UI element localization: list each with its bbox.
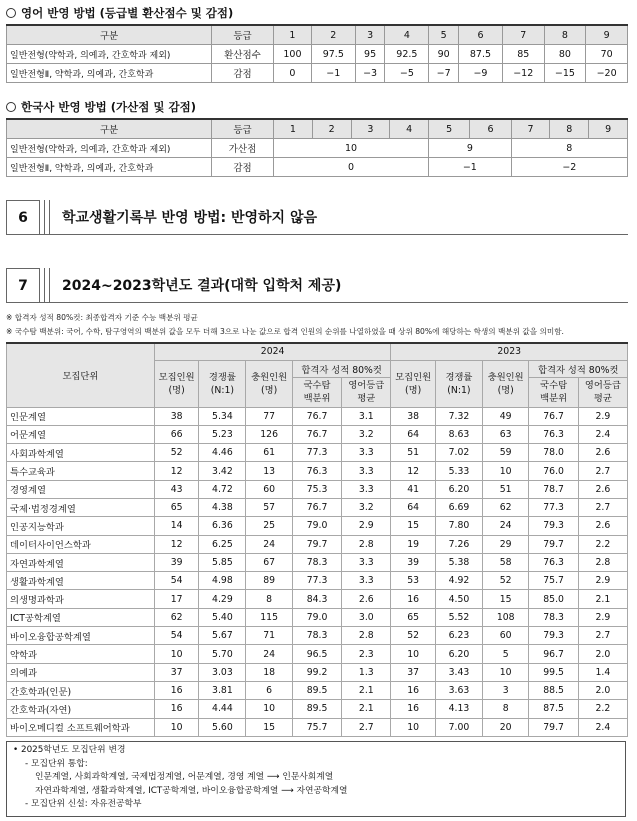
value-cell: 4.44 — [199, 700, 246, 718]
unit-name-cell: 사회과학계열 — [7, 444, 155, 462]
notice-line: • 2025학년도 모집단위 변경 — [13, 745, 126, 755]
value-cell: 6 — [246, 681, 293, 699]
table-row — [7, 444, 628, 462]
value-cell: 7.32 — [435, 407, 482, 425]
value-cell: 76.7 — [292, 407, 341, 425]
unit-header: 모집단위 — [7, 343, 155, 407]
value-cell: 51 — [391, 444, 436, 462]
value-cell: 3.3 — [342, 553, 391, 571]
notice-line: - 모집단위 신설: 자유전공학부 — [25, 799, 142, 809]
value-cell: 2.1 — [578, 590, 627, 608]
value-cell: 51 — [482, 480, 529, 498]
value-cell: 2.7 — [578, 462, 627, 480]
value-cell: 2.9 — [342, 517, 391, 535]
value-cell: 12 — [391, 462, 436, 480]
value-cell: 77.3 — [292, 572, 341, 590]
value-cell: 2.0 — [578, 681, 627, 699]
value-cell: 2.7 — [342, 718, 391, 736]
value-cell: 14 — [154, 517, 199, 535]
value-cell: 6.69 — [435, 498, 482, 516]
english-conversion-table: 구분 등급 1 2 3 4 5 6 7 8 9 일반전형(약학과, 의예과, 간호학과 제외) 환산점수 100 97.5 95 92.5 90 87.5 85 80 70 일반전형Ⅱ, 약학과, 의예과, 간호학과 감점 0 −1 −3 −5 −7 −9 −12 −15 −20 — [6, 24, 628, 83]
value-cell: 79.7 — [529, 718, 578, 736]
value-cell: 58 — [482, 553, 529, 571]
value-cell: 64 — [391, 425, 436, 443]
value-cell: 3 — [482, 681, 529, 699]
value-cell: 4.72 — [199, 480, 246, 498]
value-cell: 76.3 — [529, 553, 578, 571]
value-cell: 24 — [246, 645, 293, 663]
value-cell: 39 — [154, 553, 199, 571]
value-cell: 96.5 — [292, 645, 341, 663]
value-cell: 2.3 — [342, 645, 391, 663]
value-cell: 61 — [246, 444, 293, 462]
value-cell: 78.0 — [529, 444, 578, 462]
table-row: 일반전형Ⅱ, 약학과, 의예과, 간호학과 감점 0 −1 −3 −5 −7 −9 −12 −15 −20 — [7, 64, 628, 83]
unit-name-cell: 약학과 — [7, 645, 155, 663]
value-cell: 16 — [154, 700, 199, 718]
value-cell: 2.6 — [342, 590, 391, 608]
unit-name-cell: 특수교육과 — [7, 462, 155, 480]
value-cell: 25 — [246, 517, 293, 535]
value-cell: 1.4 — [578, 663, 627, 681]
value-cell: 39 — [391, 553, 436, 571]
value-cell: 4.50 — [435, 590, 482, 608]
value-cell: 67 — [246, 553, 293, 571]
value-cell: 5.52 — [435, 608, 482, 626]
value-cell: 3.42 — [199, 462, 246, 480]
value-cell: 2.9 — [578, 608, 627, 626]
value-cell: 89.5 — [292, 700, 341, 718]
value-cell: 4.46 — [199, 444, 246, 462]
value-cell: 2.4 — [578, 425, 627, 443]
value-cell: 52 — [154, 444, 199, 462]
value-cell: 10 — [154, 645, 199, 663]
value-cell: 12 — [154, 535, 199, 553]
table-row — [7, 608, 628, 626]
value-cell: 71 — [246, 627, 293, 645]
value-cell: 3.2 — [342, 425, 391, 443]
value-cell: 2.8 — [342, 535, 391, 553]
value-cell: 3.63 — [435, 681, 482, 699]
value-cell: 10 — [391, 645, 436, 663]
year-header: 2023 — [391, 343, 628, 360]
value-cell: 3.03 — [199, 663, 246, 681]
value-cell: 3.3 — [342, 444, 391, 462]
value-cell: 6.23 — [435, 627, 482, 645]
value-cell: 16 — [391, 590, 436, 608]
note-line: ※ 합격자 성적 80%컷: 최종합격자 기준 수능 백분위 평균 — [6, 313, 198, 322]
value-cell: 38 — [154, 407, 199, 425]
value-cell: 108 — [482, 608, 529, 626]
value-cell: 65 — [154, 498, 199, 516]
value-cell: 4.92 — [435, 572, 482, 590]
section-banner-6 — [6, 200, 628, 235]
history-bonus-table: 구분 등급 1 2 3 4 5 6 7 8 9 일반전형(약학과, 의예과, 간호학과 제외) 가산점 10 9 8 일반전형Ⅱ, 약학과, 의예과, 간호학과 감점 0 −1 −2 — [6, 118, 628, 177]
value-cell: 99.2 — [292, 663, 341, 681]
change-notice-box — [6, 741, 626, 817]
value-cell: 79.0 — [292, 517, 341, 535]
unit-name-cell: 생활과학계열 — [7, 572, 155, 590]
section-heading: 2024~2023학년도 결과(대학 입학처 제공) — [62, 278, 342, 294]
value-cell: 8 — [246, 590, 293, 608]
table-row — [7, 627, 628, 645]
value-cell: 75.7 — [292, 718, 341, 736]
value-cell: 2.7 — [578, 498, 627, 516]
value-cell: 3.1 — [342, 407, 391, 425]
unit-name-cell: 바이오융합공학계열 — [7, 627, 155, 645]
value-cell: 79.7 — [529, 535, 578, 553]
value-cell: 13 — [246, 462, 293, 480]
table-row: 일반전형(약학과, 의예과, 간호학과 제외) 환산점수 100 97.5 95 92.5 90 87.5 85 80 70 — [7, 45, 628, 64]
value-cell: 66 — [154, 425, 199, 443]
admission-results-table: 모집단위 2024 2023 모집인원 (명) 경쟁률 (N:1) 충원인원 (명) 합격자 성적 80%컷 모집인원 (명) 경쟁률 (N:1) 충원인원 (명) 합격자 성적 80%컷 국수탐 백분위 영어등급 평균 국수탐 백분위 영어등급 평균 인문계열 38 5.34 77 76.7 3.1 38 7.32 49 76.7 2.9 어문계열 66 5.23 126 76.7 3.2 64 8.63 63 76.3 2.4 사회과학계열 52 4.46 61 77.3 3.3 51 7.02 59 78.0 2.6 특수교육과 12 3.42 13 76.3 3.3 12 5.33 10 76.0 2.7 경영계열 43 4.72 60 75.3 3.3 41 6.20 51 78.7 2.6 국제·법정경계열 65 4.38 57 76.7 3.2 64 6.69 62 77.3 2.7 인공지능학과 14 6.36 25 79.0 2.9 15 7.80 24 79.3 2.6 데이터사이언스학과 12 6.25 24 79.7 2.8 19 7.26 29 79.7 2.2 자연과학계열 39 5.85 67 78.3 3.3 39 5.38 58 76.3 2.8 생활과학계열 54 4.98 89 77.3 3.3 53 4.92 52 75.7 2.9 의생명과학과 17 4.29 8 84.3 2.6 16 4.50 15 85.0 2.1 ICT공학계열 62 5.40 115 79.0 3.0 65 5.52 108 78.3 2.9 바이오융합공학계열 54 5.67 71 78.3 2.8 52 6.23 60 79.3 2.7 약학과 10 5.70 24 96.5 2.3 10 6.20 5 96.7 2.0 의예과 37 3.03 18 99.2 1.3 37 3.43 10 99.5 1.4 간호학과(인문) 16 3.81 6 89.5 2.1 16 3.63 3 88.5 2.0 간호학과(자연) 16 4.44 10 89.5 2.1 16 4.13 8 87.5 2.2 바이오메디컬 소프트웨어학과 10 5.60 15 75.7 2.7 10 7.00 20 79.7 2.4 — [6, 342, 628, 737]
divider — [44, 268, 50, 302]
value-cell: 18 — [246, 663, 293, 681]
table-row: 일반전형(약학과, 의예과, 간호학과 제외) 가산점 10 9 8 — [7, 139, 628, 158]
value-cell: 43 — [154, 480, 199, 498]
value-cell: 37 — [391, 663, 436, 681]
value-cell: 24 — [482, 517, 529, 535]
value-cell: 79.3 — [529, 517, 578, 535]
value-cell: 6.25 — [199, 535, 246, 553]
value-cell: 115 — [246, 608, 293, 626]
value-cell: 64 — [391, 498, 436, 516]
table-row — [7, 700, 628, 718]
value-cell: 62 — [482, 498, 529, 516]
value-cell: 49 — [482, 407, 529, 425]
value-cell: 78.3 — [529, 608, 578, 626]
value-cell: 19 — [391, 535, 436, 553]
value-cell: 37 — [154, 663, 199, 681]
value-cell: 2.9 — [578, 407, 627, 425]
value-cell: 15 — [482, 590, 529, 608]
value-cell: 20 — [482, 718, 529, 736]
section-title-english: 영어 반영 방법 (등급별 환산점수 및 감점) — [6, 5, 233, 21]
table-row — [7, 663, 628, 681]
value-cell: 2.1 — [342, 700, 391, 718]
value-cell: 2.0 — [578, 645, 627, 663]
value-cell: 41 — [391, 480, 436, 498]
value-cell: 2.8 — [578, 553, 627, 571]
value-cell: 54 — [154, 627, 199, 645]
value-cell: 2.1 — [342, 681, 391, 699]
table-row — [7, 480, 628, 498]
table-row — [7, 645, 628, 663]
value-cell: 10 — [391, 718, 436, 736]
value-cell: 96.7 — [529, 645, 578, 663]
value-cell: 85.0 — [529, 590, 578, 608]
value-cell: 54 — [154, 572, 199, 590]
table-row: 일반전형Ⅱ, 약학과, 의예과, 간호학과 감점 0 −1 −2 — [7, 158, 628, 177]
value-cell: 79.3 — [529, 627, 578, 645]
value-cell: 17 — [154, 590, 199, 608]
unit-name-cell: 인공지능학과 — [7, 517, 155, 535]
note-line: ※ 국수탐 백분위: 국어, 수학, 탐구영역의 백분위 값을 모두 더해 3으로 나눈 값으로 합격 인원의 순위를 나열하였을 때 상위 80%에 해당하는 학생의 백분위 값을 의미함. — [6, 327, 564, 336]
value-cell: 7.00 — [435, 718, 482, 736]
unit-name-cell: 인문계열 — [7, 407, 155, 425]
value-cell: 2.8 — [342, 627, 391, 645]
value-cell: 75.3 — [292, 480, 341, 498]
value-cell: 75.7 — [529, 572, 578, 590]
value-cell: 16 — [154, 681, 199, 699]
value-cell: 4.98 — [199, 572, 246, 590]
value-cell: 76.3 — [529, 425, 578, 443]
divider — [44, 200, 50, 234]
value-cell: 62 — [154, 608, 199, 626]
value-cell: 2.6 — [578, 517, 627, 535]
value-cell: 10 — [246, 700, 293, 718]
table-row — [7, 718, 628, 736]
section-heading: 학교생활기록부 반영 방법: 반영하지 않음 — [62, 210, 318, 226]
section-banner-7 — [6, 268, 628, 303]
value-cell: 99.5 — [529, 663, 578, 681]
value-cell: 3.43 — [435, 663, 482, 681]
value-cell: 52 — [391, 627, 436, 645]
value-cell: 8.63 — [435, 425, 482, 443]
value-cell: 84.3 — [292, 590, 341, 608]
value-cell: 6.20 — [435, 480, 482, 498]
value-cell: 7.80 — [435, 517, 482, 535]
value-cell: 8 — [482, 700, 529, 718]
section-number: 6 — [6, 200, 40, 234]
value-cell: 126 — [246, 425, 293, 443]
year-header: 2024 — [154, 343, 391, 360]
table-row — [7, 498, 628, 516]
value-cell: 79.7 — [292, 535, 341, 553]
value-cell: 76.7 — [529, 407, 578, 425]
value-cell: 60 — [246, 480, 293, 498]
value-cell: 2.2 — [578, 535, 627, 553]
value-cell: 6.36 — [199, 517, 246, 535]
table-row — [7, 517, 628, 535]
unit-name-cell: 간호학과(자연) — [7, 700, 155, 718]
value-cell: 2.4 — [578, 718, 627, 736]
value-cell: 65 — [391, 608, 436, 626]
value-cell: 15 — [246, 718, 293, 736]
value-cell: 3.2 — [342, 498, 391, 516]
value-cell: 78.7 — [529, 480, 578, 498]
value-cell: 15 — [391, 517, 436, 535]
value-cell: 76.3 — [292, 462, 341, 480]
notice-line: - 모집단위 통합: — [25, 758, 88, 769]
value-cell: 53 — [391, 572, 436, 590]
table-row — [7, 425, 628, 443]
table-row — [7, 572, 628, 590]
value-cell: 77 — [246, 407, 293, 425]
value-cell: 57 — [246, 498, 293, 516]
value-cell: 7.26 — [435, 535, 482, 553]
value-cell: 12 — [154, 462, 199, 480]
value-cell: 24 — [246, 535, 293, 553]
notice-line: 자연과학계열, 생활과학계열, ICT공학계열, 바이오융합공학계열 ⟶ 자연공학계열 — [35, 785, 348, 796]
table-row — [7, 681, 628, 699]
unit-name-cell: 어문계열 — [7, 425, 155, 443]
value-cell: 78.3 — [292, 627, 341, 645]
value-cell: 2.7 — [578, 627, 627, 645]
value-cell: 5.85 — [199, 553, 246, 571]
unit-name-cell: 국제·법정경계열 — [7, 498, 155, 516]
value-cell: 5.34 — [199, 407, 246, 425]
value-cell: 60 — [482, 627, 529, 645]
value-cell: 59 — [482, 444, 529, 462]
unit-name-cell: 자연과학계열 — [7, 553, 155, 571]
value-cell: 3.3 — [342, 480, 391, 498]
value-cell: 77.3 — [292, 444, 341, 462]
value-cell: 76.0 — [529, 462, 578, 480]
table-row — [7, 462, 628, 480]
value-cell: 63 — [482, 425, 529, 443]
value-cell: 5 — [482, 645, 529, 663]
circle-bullet-icon — [6, 102, 16, 112]
value-cell: 4.29 — [199, 590, 246, 608]
section-title-history: 한국사 반영 방법 (가산점 및 감점) — [6, 99, 196, 115]
value-cell: 10 — [154, 718, 199, 736]
value-cell: 3.3 — [342, 572, 391, 590]
value-cell: 52 — [482, 572, 529, 590]
value-cell: 5.38 — [435, 553, 482, 571]
circle-bullet-icon — [6, 8, 16, 18]
value-cell: 3.0 — [342, 608, 391, 626]
value-cell: 2.2 — [578, 700, 627, 718]
value-cell: 5.67 — [199, 627, 246, 645]
table-row — [7, 553, 628, 571]
value-cell: 4.38 — [199, 498, 246, 516]
section-number: 7 — [6, 268, 40, 302]
unit-name-cell: ICT공학계열 — [7, 608, 155, 626]
unit-name-cell: 의예과 — [7, 663, 155, 681]
value-cell: 6.20 — [435, 645, 482, 663]
value-cell: 7.02 — [435, 444, 482, 462]
value-cell: 10 — [482, 462, 529, 480]
value-cell: 3.81 — [199, 681, 246, 699]
value-cell: 78.3 — [292, 553, 341, 571]
unit-name-cell: 간호학과(인문) — [7, 681, 155, 699]
value-cell: 1.3 — [342, 663, 391, 681]
value-cell: 4.13 — [435, 700, 482, 718]
value-cell: 89 — [246, 572, 293, 590]
value-cell: 89.5 — [292, 681, 341, 699]
unit-name-cell: 데이터사이언스학과 — [7, 535, 155, 553]
unit-name-cell: 경영계열 — [7, 480, 155, 498]
table-row — [7, 535, 628, 553]
value-cell: 77.3 — [529, 498, 578, 516]
value-cell: 29 — [482, 535, 529, 553]
value-cell: 16 — [391, 681, 436, 699]
value-cell: 3.3 — [342, 462, 391, 480]
value-cell: 5.33 — [435, 462, 482, 480]
value-cell: 2.9 — [578, 572, 627, 590]
value-cell: 76.7 — [292, 498, 341, 516]
value-cell: 87.5 — [529, 700, 578, 718]
value-cell: 5.40 — [199, 608, 246, 626]
value-cell: 38 — [391, 407, 436, 425]
value-cell: 79.0 — [292, 608, 341, 626]
unit-name-cell: 의생명과학과 — [7, 590, 155, 608]
value-cell: 5.60 — [199, 718, 246, 736]
value-cell: 2.6 — [578, 444, 627, 462]
value-cell: 76.7 — [292, 425, 341, 443]
value-cell: 16 — [391, 700, 436, 718]
unit-name-cell: 바이오메디컬 소프트웨어학과 — [7, 718, 155, 736]
value-cell: 5.70 — [199, 645, 246, 663]
table-row — [7, 407, 628, 425]
table-row — [7, 590, 628, 608]
value-cell: 10 — [482, 663, 529, 681]
value-cell: 2.6 — [578, 480, 627, 498]
notice-line: 인문계열, 사회과학계열, 국제법정계열, 어문계열, 경영 계열 ⟶ 인문사회계열 — [35, 772, 334, 782]
value-cell: 5.23 — [199, 425, 246, 443]
value-cell: 88.5 — [529, 681, 578, 699]
